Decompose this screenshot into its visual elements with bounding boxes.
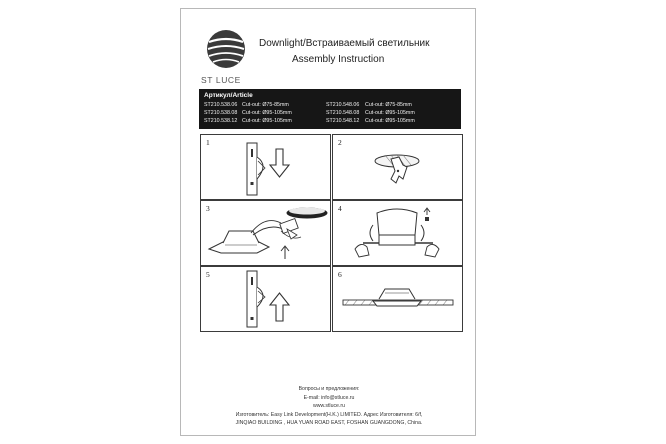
step-panel-1 xyxy=(200,134,331,200)
step-number: 4 xyxy=(338,204,342,213)
step-panel-3 xyxy=(200,200,331,266)
document-subtitle: Assembly Instruction xyxy=(292,54,385,65)
step-number: 1 xyxy=(206,138,210,147)
step-panel-5 xyxy=(200,266,331,332)
insert-driver-arrow-up-icon xyxy=(201,267,332,333)
article-cutout: Cut-out: Ø75-85mm xyxy=(242,102,289,108)
article-code: ST210.538.12 xyxy=(204,118,238,124)
remove-driver-arrow-down-icon xyxy=(201,135,332,201)
contact-footer xyxy=(181,385,477,428)
footer-address: JINQIAO BUILDING , HUA YUAN ROAD EAST, FOSHAN GUANGDONG, China. xyxy=(235,420,423,427)
article-code: ST210.548.08 xyxy=(326,110,360,116)
connect-wires-icon xyxy=(201,201,332,267)
step-number: 6 xyxy=(338,270,342,279)
article-cutout: Cut-out: Ø95-105mm xyxy=(365,118,415,124)
article-cutout: Cut-out: Ø95-105mm xyxy=(242,118,292,124)
step-number: 5 xyxy=(206,270,210,279)
step-panel-6 xyxy=(332,266,463,332)
assembly-steps-grid xyxy=(200,134,463,332)
brand-name: ST LUCE xyxy=(201,75,241,85)
step-panel-2 xyxy=(332,134,463,200)
installed-fixture-icon xyxy=(333,267,464,333)
footer-website: www.stluce.ru xyxy=(313,403,345,410)
article-cutout: Cut-out: Ø95-105mm xyxy=(242,110,292,116)
article-cutout: Cut-out: Ø95-105mm xyxy=(365,110,415,116)
step-panel-4 xyxy=(332,200,463,266)
footer-manufacturer: Изготовитель: Easy Link Development(H.K.) LIMITED. Адрес Изготовителя: 6/f, xyxy=(235,411,423,418)
step-number: 2 xyxy=(338,138,342,147)
article-code: ST210.538.08 xyxy=(204,110,238,116)
footer-email: E-mail: info@stluce.ru xyxy=(303,394,355,401)
article-code: ST210.538.06 xyxy=(204,102,238,108)
article-code: ST210.548.12 xyxy=(326,118,360,124)
st-luce-sphere-logo-icon xyxy=(205,28,247,70)
article-heading: Артикул/Article xyxy=(204,92,253,99)
footer-line: Вопросы и предложения: xyxy=(298,386,360,392)
insert-fixture-icon xyxy=(333,201,464,267)
article-band xyxy=(199,89,461,129)
article-cutout: Cut-out: Ø75-85mm xyxy=(365,102,412,108)
ceiling-cutout-icon xyxy=(333,135,464,201)
instruction-sheet xyxy=(180,8,476,436)
document-title: Downlight/Встраиваемый светильник xyxy=(259,38,430,49)
article-code: ST210.548.06 xyxy=(326,102,360,108)
step-number: 3 xyxy=(206,204,210,213)
